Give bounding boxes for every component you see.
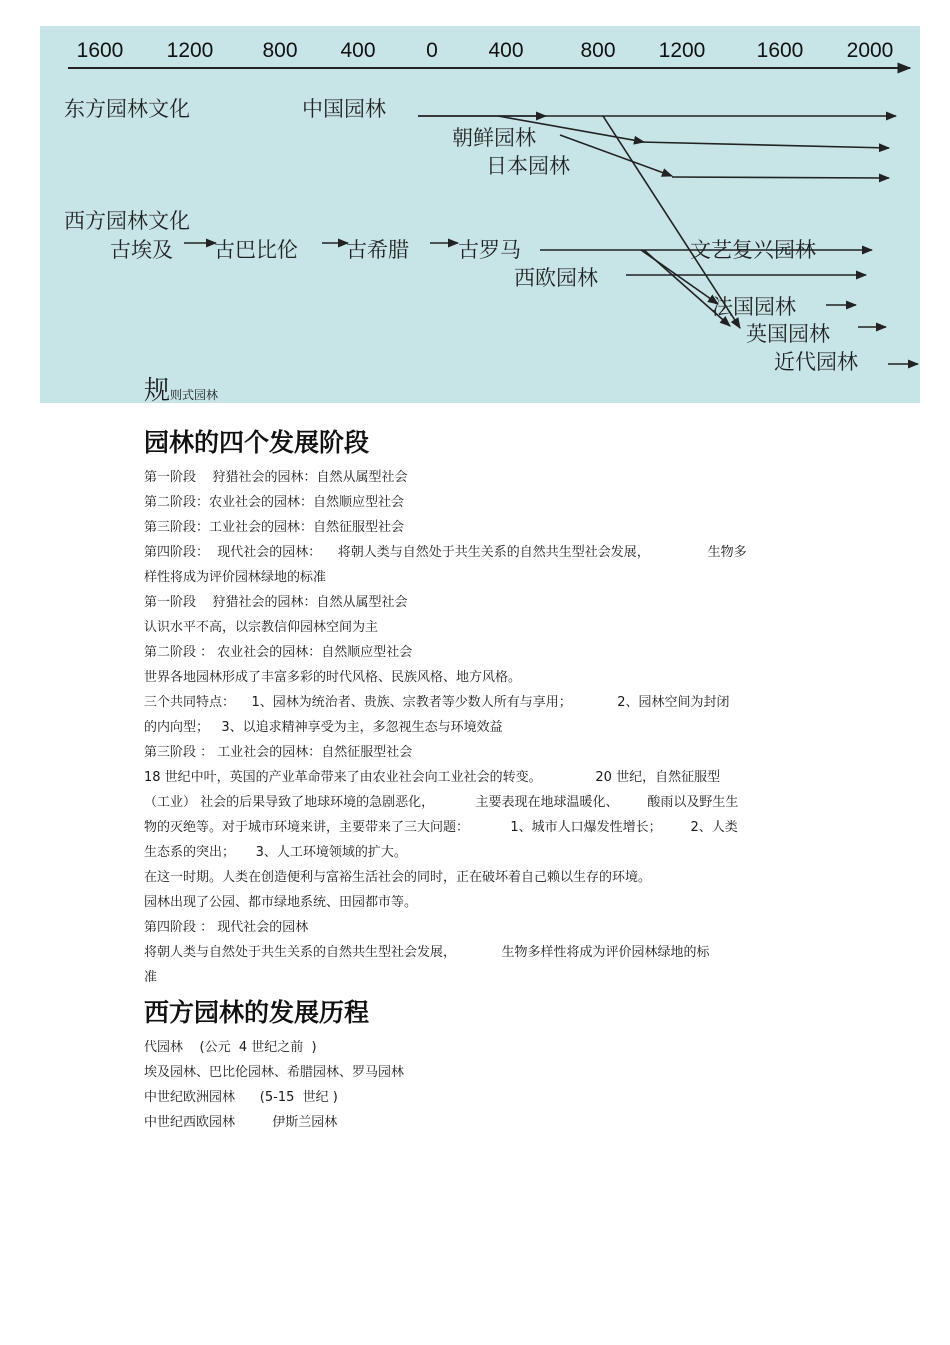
east-culture-title: 东方园林文化 bbox=[64, 97, 190, 121]
axis-tick-label: 400 bbox=[488, 39, 524, 62]
paragraph-line: 生态系的突出； 3、人工环境领域的扩大。 bbox=[144, 845, 407, 860]
japan-arrow bbox=[672, 177, 889, 178]
overlay-big-char: 规 bbox=[144, 376, 171, 406]
rome-label: 古罗马 bbox=[458, 238, 521, 262]
paragraph-line: 的内向型； 3、以追求精神享受为主，多忽视生态与环境效益 bbox=[144, 720, 503, 735]
axis-tick-label: 800 bbox=[262, 39, 298, 62]
greece-label: 古希腊 bbox=[346, 238, 409, 262]
paragraph-line: 中世纪西欧园林 伊斯兰园林 bbox=[144, 1115, 338, 1130]
section2-title: 西方园林的发展历程 bbox=[144, 998, 370, 1027]
paragraph-line: 第四阶段： 现代社会的园林： 将朝人类与自然处于共生关系的自然共生型社会发展， 生物多 bbox=[144, 545, 747, 560]
timeline-diagram bbox=[40, 26, 920, 403]
overlay-caption bbox=[144, 370, 824, 410]
overlay-small-text: 则式园林 bbox=[170, 388, 219, 402]
axis-tick-label: 2000 bbox=[846, 39, 894, 62]
paragraph-line: 物的灭绝等。对于城市环境来讲，主要带来了三大问题： 1、城市人口爆发性增长； 2、人类 bbox=[144, 820, 738, 835]
section1-body bbox=[144, 465, 824, 990]
section2-body bbox=[144, 1035, 824, 1135]
korea-garden-label: 朝鲜园林 bbox=[452, 126, 536, 150]
korea-arrow bbox=[640, 142, 889, 148]
paragraph-line: 第二阶段：农业社会的园林：自然顺应型社会 bbox=[144, 495, 405, 510]
paragraph-line: 样性将成为评价园林绿地的标准 bbox=[144, 570, 327, 585]
paragraph-line: 第一阶段 狩猎社会的园林：自然从属型社会 bbox=[144, 595, 408, 610]
axis-tick-label: 1200 bbox=[658, 39, 706, 62]
west-culture-title: 西方园林文化 bbox=[64, 209, 190, 233]
england-garden-label: 英国园林 bbox=[746, 322, 830, 346]
document-body bbox=[144, 370, 824, 1135]
axis-tick-label: 400 bbox=[340, 39, 376, 62]
section1-title: 园林的四个发展阶段 bbox=[144, 428, 370, 457]
garden-history-diagram bbox=[40, 26, 920, 403]
paragraph-line: 世界各地园林形成了丰富多彩的时代风格、民族风格、地方风格。 bbox=[144, 670, 522, 685]
paragraph-line: 代园林 (公元 4 世纪之前 ) bbox=[144, 1040, 317, 1055]
paragraph-line: 埃及园林、巴比伦园林、希腊园林、罗马园林 bbox=[144, 1065, 405, 1080]
paragraph-line: 18 世纪中叶，英国的产业革命带来了由农业社会向工业社会的转变。 20 世纪，自然征服型 bbox=[144, 770, 721, 785]
axis-tick-label: 1200 bbox=[166, 39, 214, 62]
modern-garden-label: 近代园林 bbox=[774, 350, 858, 374]
axis-tick-label: 1600 bbox=[756, 39, 804, 62]
paragraph-line: 认识水平不高，以宗教信仰园林空间为主 bbox=[144, 620, 379, 635]
paragraph-line: 中世纪欧洲园林 (5-15 世纪 ) bbox=[144, 1090, 338, 1105]
paragraph-line: 第一阶段 狩猎社会的园林：自然从属型社会 bbox=[144, 470, 408, 485]
paragraph-line: 三个共同特点： 1、园林为统治者、贵族、宗教者等少数人所有与享用； 2、园林空间为封闭 bbox=[144, 695, 730, 710]
axis-tick-label: 0 bbox=[426, 39, 438, 62]
japan-garden-label: 日本园林 bbox=[486, 154, 570, 178]
paragraph-line: （工业） 社会的后果导致了地球环境的急剧恶化， 主要表现在地球温暖化、 酸雨以及野生生 bbox=[144, 795, 739, 810]
renaissance-garden-label: 文艺复兴园林 bbox=[690, 238, 816, 262]
west-europe-garden-label: 西欧园林 bbox=[514, 266, 598, 290]
egypt-label: 古埃及 bbox=[110, 238, 173, 262]
paragraph-line: 第二阶段 ： 农业社会的园林：自然顺应型社会 bbox=[144, 645, 413, 660]
axis-tick-label: 800 bbox=[580, 39, 616, 62]
paragraph-line: 园林出现了公园、都市绿地系统、田园都市等。 bbox=[144, 895, 418, 910]
france-garden-label: 法国园林 bbox=[712, 295, 796, 319]
babylon-label: 古巴比伦 bbox=[214, 238, 298, 262]
paragraph-line: 准 bbox=[144, 970, 158, 985]
paragraph-line: 第三阶段 ： 工业社会的园林：自然征服型社会 bbox=[144, 745, 413, 760]
china-garden-label: 中国园林 bbox=[302, 97, 386, 121]
axis-tick-label: 1600 bbox=[76, 39, 124, 62]
paragraph-line: 第四阶段 ： 现代社会的园林 bbox=[144, 920, 309, 935]
paragraph-line: 第三阶段：工业社会的园林：自然征服型社会 bbox=[144, 520, 405, 535]
japan-branch-arrow bbox=[560, 135, 672, 176]
paragraph-line: 将朝人类与自然处于共生关系的自然共生型社会发展， 生物多样性将成为评价园林绿地的标 bbox=[144, 945, 710, 960]
paragraph-line: 在这一时期。人类在创造便利与富裕生活社会的同时，正在破坏着自己赖以生存的环境。 bbox=[144, 870, 652, 885]
